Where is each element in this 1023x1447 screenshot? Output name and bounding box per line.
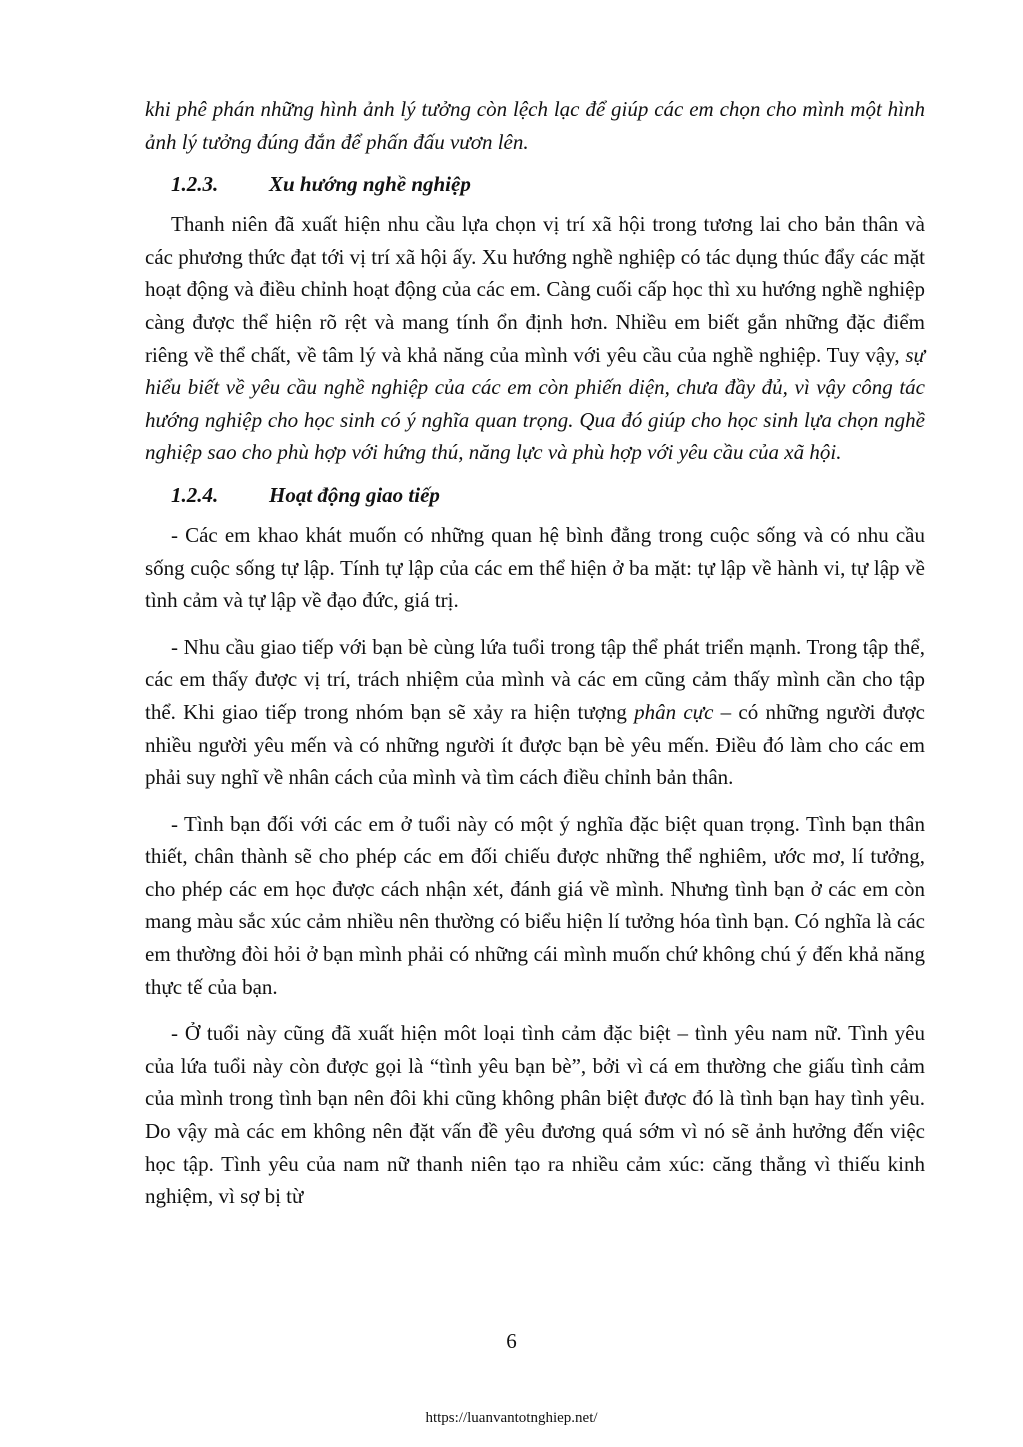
section-title: Xu hướng nghề nghiệp <box>269 172 471 197</box>
paragraph-italic-term: phân cực <box>634 699 714 724</box>
intro-paragraph: khi phê phán những hình ảnh lý tưởng còn lệch lạc để giúp các em chọn cho mình một hình ảnh lý tưởng đúng đắn để phấn đấu vươn lên. <box>145 97 925 154</box>
page-number: 6 <box>506 1329 517 1353</box>
section-title: Hoạt động giao tiếp <box>269 482 440 507</box>
paragraph-text: Thanh niên đã xuất hiện nhu cầu lựa chọn vị trí xã hội trong tương lai cho bản thân và các phương thức đạt tới vị trí xã hội ấy. Xu hướng nghề nghiệp có tác dụng thúc đẩy các mặt hoạt động và điều chỉnh hoạt động của các em. Càng cuối cấp học thì xu hướng nghề nghiệp càng được thể hiện rõ rệt và mang tính ổn định hơn. Nhiều em biết gắn những đặc điểm riêng về thể chất, về tâm lý và khả năng của mình với yêu cầu của nghề nghiệp. Tuy vậy, <box>145 212 925 367</box>
paragraph-text: - Nhu cầu giao tiếp với bạn bè cùng lứa tuổi trong tập thể phát triển mạnh. Trong tập thể, các em thấy được vị trí, trách nhiệm của mình và các em cũng cảm thấy mình cần cho tập thể. Khi giao tiếp trong nhóm bạn sẽ xảy ra hiện tượng <box>145 634 925 724</box>
paragraph-independence: - Các em khao khát muốn có những quan hệ bình đẳng trong cuộc sống và có nhu cầu sống cuộc sống tự lập. Tính tự lập của các em thể hiện ở ba mặt: tự lập về hành vi, tự lập về tình cảm và tự lập về đạo đức, giá trị. <box>145 522 925 613</box>
section-heading-1-2-3 <box>145 168 925 200</box>
footer-url: https://luanvantotnghiep.net/ <box>425 1410 598 1426</box>
paragraph-romance: - Ở tuổi này cũng đã xuất hiện môt loại tình cảm đặc biệt – tình yêu nam nữ. Tình yêu của lứa tuổi này còn được gọi là “tình yêu bạn bè”, bởi vì cá em thường che giấu tình cảm của mình trong tình bạn nên đôi khi cũng không phân biệt được đó là tình bạn hay tình yêu. Do vậy mà các em không nên đặt vấn đề yêu đương quá sớm vì nó sẽ ảnh hưởng đến việc học tập. Tình yêu của nam nữ thanh niên tạo ra nhiều cảm xúc: căng thẳng vì thiếu kinh nghiệm, vì sợ bị từ <box>145 1021 925 1209</box>
paragraph-text: – có những người được nhiều người yêu mến và có những người ít được bạn bè yêu mến. Điều đó làm cho các em phải suy nghĩ về nhân cách của mình và tìm cách điều chỉnh bản thân. <box>145 699 925 790</box>
section-heading-1-2-4 <box>145 479 925 511</box>
document-page <box>145 93 925 1213</box>
paragraph-friendship: - Tình bạn đối với các em ở tuổi này có một ý nghĩa đặc biệt quan trọng. Tình bạn thân thiết, chân thành sẽ cho phép các em đối chiếu được những thể nghiêm, ước mơ, lí tưởng, cho phép các em học được cách nhận xét, đánh giá về mình. Nhưng tình bạn ở các em còn mang màu sắc xúc cảm nhiều nên thường có biểu hiện lí tưởng hóa tình bạn. Có nghĩa là các em thường đòi hỏi ở bạn mình phải có những cái mình muốn chứ không chú ý đến khả năng thực tế của bạn. <box>145 811 925 999</box>
paragraph-peer-communication <box>145 631 925 794</box>
paragraph-career-orientation <box>145 208 925 469</box>
section-number: 1.2.3. <box>171 172 219 197</box>
section-number: 1.2.4. <box>171 482 219 507</box>
paragraph-italic-text: sự hiểu biết về yêu cầu nghề nghiệp của các em còn phiến diện, chưa đầy đủ, vì vậy công tác hướng nghiệp cho học sinh có ý nghĩa quan trọng. Qua đó giúp cho học sinh lựa chọn nghề nghiệp sao cho phù hợp với hứng thú, năng lực và phù hợp với yêu cầu của xã hội. <box>145 342 925 465</box>
